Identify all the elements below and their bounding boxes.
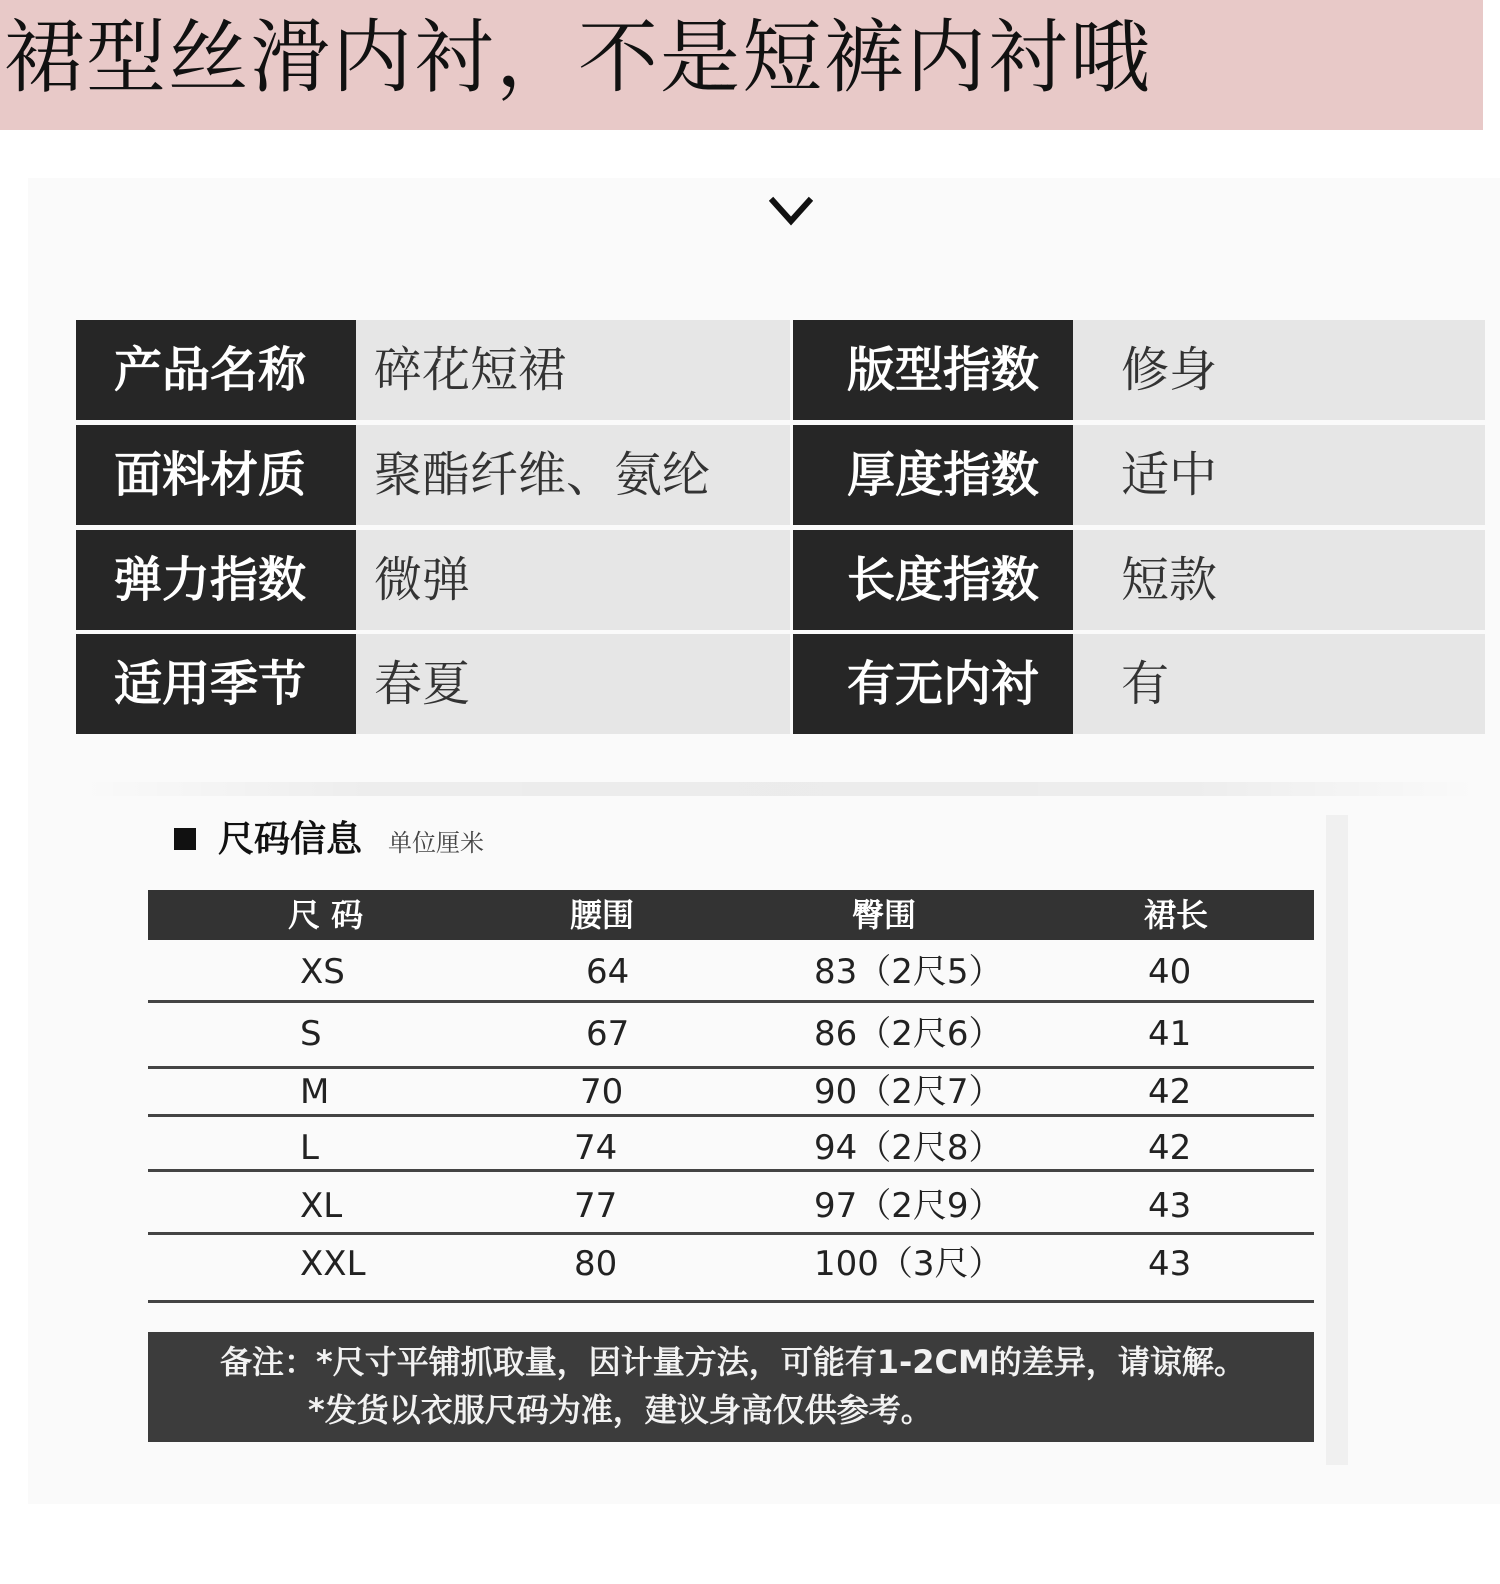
table-row	[148, 1006, 1314, 1062]
size-info-unit: 单位厘米	[388, 829, 484, 857]
cell-waist: 70	[580, 1072, 624, 1112]
size-table-header	[148, 890, 1314, 940]
square-bullet-icon	[174, 828, 196, 850]
cell-hip: 90（2尺7）	[814, 1072, 1003, 1112]
spec-label-length: 长度指数	[793, 530, 1073, 630]
row-divider	[148, 1232, 1314, 1235]
header-size: 尺 码	[288, 896, 364, 934]
note-box	[148, 1332, 1314, 1442]
cell-length: 43	[1148, 1186, 1192, 1226]
spec-label-season: 适用季节	[76, 634, 356, 734]
cell-length: 42	[1148, 1072, 1192, 1112]
banner	[0, 0, 1483, 130]
spec-value-fabric: 聚酯纤维、氨纶	[356, 425, 790, 525]
table-row	[148, 944, 1314, 1000]
spec-label-fit: 版型指数	[793, 320, 1073, 420]
cell-waist: 80	[574, 1244, 618, 1284]
spec-label-product-name: 产品名称	[76, 320, 356, 420]
chevron-down-icon	[769, 195, 813, 229]
header-waist: 腰围	[570, 896, 635, 934]
cell-hip: 100（3尺）	[814, 1244, 1003, 1284]
spec-value-season: 春夏	[356, 634, 790, 734]
note-line-2: *发货以衣服尺码为准，建议身高仅供参考。	[308, 1391, 933, 1429]
cell-waist: 77	[574, 1186, 618, 1226]
cell-length: 41	[1148, 1014, 1192, 1054]
cell-size: XXL	[300, 1244, 366, 1284]
cell-waist: 67	[586, 1014, 630, 1054]
cell-hip: 94（2尺8）	[814, 1128, 1003, 1168]
table-row	[148, 1064, 1314, 1120]
spec-value-fit: 修身	[1073, 320, 1485, 420]
spec-value-elasticity: 微弹	[356, 530, 790, 630]
size-info-title: 尺码信息	[218, 819, 363, 860]
spec-label-fabric: 面料材质	[76, 425, 356, 525]
cell-size: XS	[300, 952, 345, 992]
spec-label-elasticity: 弹力指数	[76, 530, 356, 630]
spec-value-thickness: 适中	[1073, 425, 1485, 525]
cell-hip: 97（2尺9）	[814, 1186, 1003, 1226]
spec-value-length: 短款	[1073, 530, 1485, 630]
cell-waist: 64	[586, 952, 630, 992]
divider	[1326, 815, 1348, 1465]
table-row	[148, 1236, 1314, 1292]
banner-text: 裙型丝滑内衬，不是短裤内衬哦	[4, 11, 1152, 104]
divider	[80, 782, 1480, 796]
cell-size: XL	[300, 1186, 343, 1226]
spec-value-lining: 有	[1073, 634, 1485, 734]
cell-length: 43	[1148, 1244, 1192, 1284]
table-row	[148, 1120, 1314, 1176]
row-divider	[148, 1300, 1314, 1303]
spec-value-product-name: 碎花短裙	[356, 320, 790, 420]
note-line-1: 备注：*尺寸平铺抓取量，因计量方法，可能有1-2CM的差异，请谅解。	[220, 1343, 1246, 1381]
spec-label-lining: 有无内衬	[793, 634, 1073, 734]
cell-hip: 86（2尺6）	[814, 1014, 1003, 1054]
cell-length: 42	[1148, 1128, 1192, 1168]
row-divider	[148, 1114, 1314, 1117]
table-row	[148, 1178, 1314, 1234]
spec-label-thickness: 厚度指数	[793, 425, 1073, 525]
header-skirt-length: 裙长	[1144, 896, 1209, 934]
cell-size: M	[300, 1072, 330, 1112]
cell-size: L	[300, 1128, 319, 1168]
cell-hip: 83（2尺5）	[814, 952, 1003, 992]
row-divider	[148, 1000, 1314, 1003]
header-hip: 臀围	[852, 896, 917, 934]
cell-length: 40	[1148, 952, 1192, 992]
cell-waist: 74	[574, 1128, 618, 1168]
row-divider	[148, 1169, 1314, 1172]
cell-size: S	[300, 1014, 322, 1054]
